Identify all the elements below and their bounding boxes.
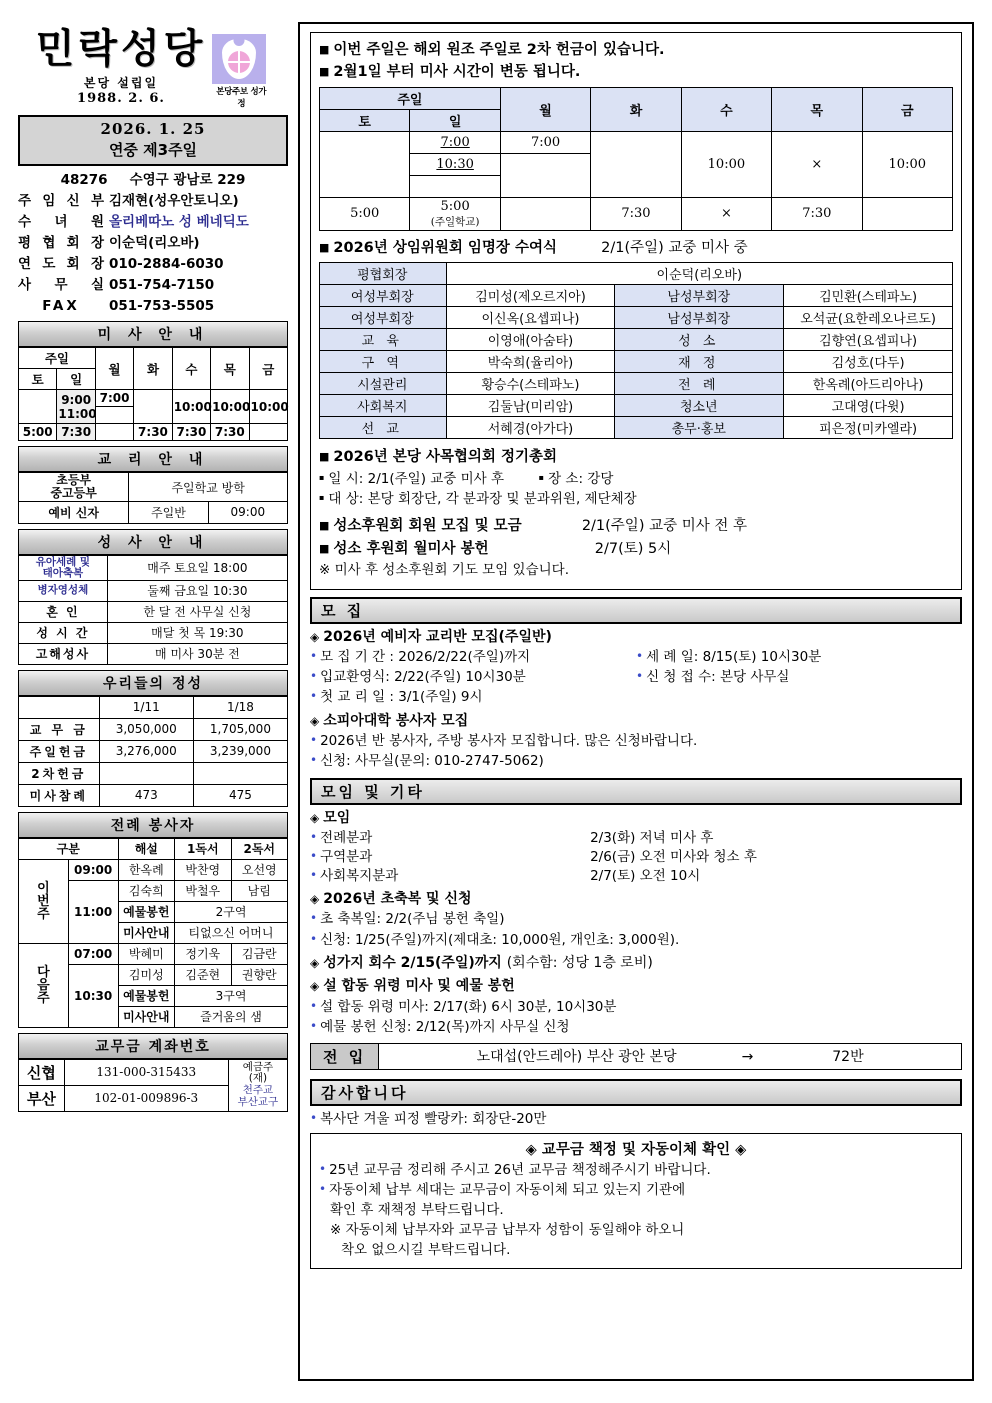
dot-icon: •: [319, 1162, 327, 1177]
accounts-table: [18, 1059, 288, 1112]
appt-val-5b: 김성호(다두): [784, 351, 953, 373]
street-address: 수영구 광남로 229: [129, 172, 246, 188]
account-owner: [228, 1059, 287, 1111]
square-bullet-icon: ■: [319, 450, 330, 464]
offering-v1-2: 3,276,000: [99, 740, 193, 762]
new-col-wed: 수: [681, 87, 771, 131]
recruit-item: • 신 청 접 수: 본당 사무실: [636, 669, 790, 686]
new-cell-thu-pm: 7:30: [772, 197, 862, 230]
new-col-sat: 토: [320, 109, 410, 131]
final-notice-title: ◈ 교무금 책정 및 자동이체 확인 ◈: [525, 1142, 747, 1159]
general-meeting-place: 장 소: 강당: [548, 470, 614, 487]
dot-icon: •: [310, 998, 318, 1013]
square-bullet-icon: ■: [319, 65, 330, 79]
servers-c2-6: 김준현: [175, 964, 231, 985]
date-box: [18, 115, 288, 166]
account-number-1: 131-000-315433: [64, 1059, 228, 1085]
dot-icon: •: [310, 868, 318, 883]
servers-c1-4: 미사안내: [118, 922, 174, 943]
logo-wrap: [212, 28, 270, 109]
appt-val-3b: 오석균(요한레오나르도): [784, 307, 953, 329]
bulletin-date: 2026. 1. 25: [100, 120, 206, 138]
servers-c3-5: 김금란: [231, 943, 287, 964]
appt-val-4b: 김향연(요셉피나): [784, 329, 953, 351]
liturgical-week: 연중 제3주일: [108, 141, 198, 159]
sacr-label-2: 병자영성체: [19, 580, 108, 601]
new-cell-tue-am: [591, 131, 681, 197]
diamond-bullet-icon: ◈: [310, 979, 320, 994]
servers-col-1: 해설: [118, 838, 174, 859]
offering-label-4: 미사참례: [19, 784, 100, 806]
appointment-table: [319, 262, 953, 439]
cell-thu-pm: 7:30: [211, 424, 249, 441]
doctrine-row-time-2: 09:00: [208, 501, 287, 523]
servers-c1-7: 예물봉헌: [118, 985, 174, 1006]
arrow-icon: →: [741, 1049, 754, 1066]
general-meeting-heading: ■ 2026년 본당 사목협의회 정기총회: [319, 449, 557, 466]
servers-c3-1: 오선영: [231, 859, 287, 880]
appt-val-6b: 한옥례(아드리아나): [784, 373, 953, 395]
sacr-value-3: 한 달 전 사무실 신청: [107, 601, 287, 622]
transfer-box: [310, 1043, 962, 1070]
servers-title: 전례 봉사자: [18, 812, 288, 838]
memorial-item: • 설 합동 위령 미사: 2/17(화) 6시 30분, 10시30분: [310, 998, 617, 1015]
appt-val-8b: 피은정(미카엘라): [784, 417, 953, 439]
new-cell-fri-pm: [862, 197, 952, 230]
servers-c2-8: 즐거움의 샘: [175, 1006, 288, 1027]
final-notice-line: 확인 후 재책정 부탁드립니다.: [330, 1202, 504, 1219]
final-notice-line: ※ 자동이체 납부자와 교무금 납부자 성함이 동일해야 하오니: [330, 1222, 685, 1239]
accounts-title: 교무금 계좌번호: [18, 1033, 288, 1059]
new-cell-sat-am: [320, 131, 410, 197]
appt-val-6a: 황승수(스테파노): [446, 373, 615, 395]
meetings-section-tag: 모임 및 기타: [310, 778, 962, 805]
cell-tue-am: [134, 390, 172, 424]
square-bullet-icon: ■: [319, 519, 330, 533]
meetings-heading-2: ◈ 2026년 초축복 및 신청: [310, 891, 472, 908]
offering-v2-3: [193, 762, 287, 784]
dot-icon: •: [319, 1182, 327, 1197]
left-column: [18, 22, 288, 1381]
offering-corner: [19, 696, 100, 718]
dot-icon: •: [310, 689, 318, 704]
church-name: 민락성당: [35, 25, 207, 72]
meetings-heading-1: ◈ 모임: [310, 810, 351, 827]
dot-icon: •: [310, 1111, 318, 1126]
doctrine-row-value-1: 주일학교 방학: [129, 473, 288, 501]
servers-c3-6: 권향란: [231, 964, 287, 985]
diamond-bullet-icon: ◈: [310, 892, 320, 907]
offering-v2-2: 3,239,000: [193, 740, 287, 762]
appt-val-7a: 김둘남(미리암): [446, 395, 615, 417]
contact-row: 수 녀 원 올리베따노 성 베네딕도: [18, 212, 288, 233]
account-bank-1: 신협: [19, 1059, 65, 1085]
offering-label-3: 2차헌금: [19, 762, 100, 784]
offering-date-1: 1/11: [99, 696, 193, 718]
square-bullet-icon: ■: [319, 541, 330, 555]
dot-icon: •: [310, 911, 318, 926]
doctrine-row-value-2: 주일반: [129, 501, 208, 523]
small-square-icon: ▪: [538, 472, 545, 482]
owner-line-1: 예금주: [242, 1060, 274, 1073]
appt-key-3a: 여성부회장: [320, 307, 447, 329]
appt-key-2b: 남성부회장: [615, 285, 784, 307]
appt-val-1: 이순덕(리오바): [446, 263, 952, 285]
servers-col-0: 구분: [19, 838, 119, 859]
sacraments-table: [18, 555, 288, 665]
appt-key-8b: 총무·홍보: [615, 417, 784, 439]
servers-c2-4: 티없으신 어머니: [175, 922, 288, 943]
col-tue: 화: [134, 348, 172, 390]
cell-fri-pm: [249, 424, 287, 441]
servers-time-2: 11:00: [68, 880, 118, 943]
new-col-sun: 일: [410, 109, 500, 131]
convent-name: 올리베따노 성 베네딕도: [109, 213, 249, 230]
diamond-bullet-icon: ◈: [310, 629, 320, 644]
announcement-line-1: ■ 이번 주일은 해외 원조 주일로 2차 헌금이 있습니다.: [319, 42, 665, 58]
cell-sat-pm: 5:00: [19, 424, 57, 441]
general-meeting-target: ▪ 대 상: 본당 회장단, 각 분과장 및 분과위원, 제단체장: [319, 491, 637, 508]
new-col-thu: 목: [772, 87, 862, 131]
new-cell-sun-am-2: 10:30: [410, 153, 500, 175]
appointment-heading: ■ 2026년 상임위원회 임명장 수여식 2/1(주일) 교중 미사 중: [319, 239, 748, 256]
contact-row: 주 임 신 부 김재현(성우안토니오): [18, 191, 288, 212]
recruit-item: • 세 례 일: 8/15(토) 10시30분: [636, 648, 822, 665]
thanks-item: • 복사단 겨울 피정 빨랑카: 회장단-20만: [310, 1111, 547, 1128]
founded-date: 1988. 2. 6.: [77, 91, 165, 106]
servers-c2-5: 정기욱: [175, 943, 231, 964]
appt-key-4b: 성 소: [615, 329, 784, 351]
memorial-item: • 예물 봉헌 신청: 2/12(목)까지 사무실 신청: [310, 1018, 570, 1035]
sacr-label-1: 유아세례 및 태아축복: [19, 555, 108, 580]
transfer-label: 전 입: [311, 1044, 379, 1069]
prayer-group-phone: 010-2884-6030: [109, 255, 224, 272]
servers-table: [18, 838, 288, 1028]
dot-icon: •: [310, 1018, 318, 1033]
offering-v2-4: 475: [193, 784, 287, 806]
vocation-note: ※ 미사 후 성소후원회 기도 모임 있습니다.: [319, 562, 570, 579]
new-cell-thu-am: ×: [772, 131, 862, 197]
new-cell-wed-pm: ×: [681, 197, 771, 230]
offering-label-2: 주일헌금: [19, 740, 100, 762]
new-cell-mon-pm: [500, 197, 590, 230]
offering-label-1: 교 무 금: [19, 718, 100, 740]
vocation-recruit-when: 2/1(주일) 교중 미사 전 후: [581, 518, 747, 535]
servers-c1-1: 한옥례: [118, 859, 174, 880]
appt-key-3b: 남성부회장: [615, 307, 784, 329]
meeting-value: 2/6(금) 오전 미사와 청소 후: [590, 848, 757, 865]
meeting-label: 전례분과: [320, 829, 373, 846]
servers-c3-2: 남림: [231, 880, 287, 901]
square-bullet-icon: ■: [319, 240, 330, 254]
contact-row: 평 협 회 장 이순덕(리오바): [18, 233, 288, 254]
vocation-monthly-line: ■ 성소 후원회 월미사 봉헌 2/7(토) 5시: [319, 540, 672, 557]
appt-val-4a: 이영애(아숨타): [446, 329, 615, 351]
new-cell-fri-am: 10:00: [862, 131, 952, 197]
contact-block: [18, 170, 288, 316]
new-cell-mon-am-pad: [500, 153, 590, 197]
pastor-name: 김재현(성우안토니오): [109, 192, 239, 209]
servers-c2-2: 박철우: [175, 880, 231, 901]
recruit-heading-2: ◈ 소피아대학 봉사자 모집: [310, 712, 469, 729]
new-sun-pm-time: 5:00: [440, 198, 470, 214]
doctrine-table: [18, 472, 288, 523]
new-cell-sat-pm: 5:00: [320, 197, 410, 230]
new-sunday-group: 주일: [320, 87, 501, 109]
recruit-section-tag: 모 집: [310, 597, 962, 624]
vocation-recruit-line: ■ 성소후원회 회원 모집 및 모금 2/1(주일) 교중 미사 전 후: [319, 518, 747, 535]
sun-am-2: 11:00: [58, 406, 97, 421]
col-fri: 금: [249, 348, 287, 390]
appt-val-2b: 김민환(스테파노): [784, 285, 953, 307]
new-cell-sun-pm: [410, 197, 500, 230]
col-wed: 수: [172, 348, 210, 390]
dot-icon: •: [636, 669, 644, 684]
servers-col-2: 1독서: [175, 838, 231, 859]
right-column: [298, 22, 974, 1381]
new-col-fri: 금: [862, 87, 952, 131]
servers-c1-2: 김숙희: [118, 880, 174, 901]
recruit-item: • 2026년 반 봉사자, 주방 봉사자 모집합니다. 많은 신청바랍니다.: [310, 732, 698, 749]
appointment-when: 2/1(주일) 교중 미사 중: [601, 239, 748, 256]
cell-mon-am: 7:00: [95, 390, 133, 407]
recruit-heading-1: ◈ 2026년 예비자 교리반 모집(주일반): [310, 628, 552, 645]
servers-c1-6: 김미성: [118, 964, 174, 985]
dot-icon: •: [310, 648, 318, 663]
dot-icon: •: [310, 669, 318, 684]
dot-icon: •: [310, 848, 318, 863]
owner-line-4: 부산교구: [237, 1095, 279, 1108]
cell-sun-pm: 7:30: [57, 424, 95, 441]
mass-guide-table: [18, 347, 288, 441]
servers-time-1: 09:00: [68, 859, 118, 880]
zip-code: 48276: [60, 172, 108, 188]
offering-v1-4: 473: [99, 784, 193, 806]
meeting-value: 2/3(화) 저녁 미사 후: [590, 829, 714, 846]
final-notice-line: • 자동이체 납부 세대는 교무금이 자동이체 되고 있는지 기관에: [319, 1182, 686, 1199]
appt-key-1: 평협회장: [320, 263, 447, 285]
sacr-label-3: 혼 인: [19, 601, 108, 622]
servers-c1-3: 예물봉헌: [118, 901, 174, 922]
office-phone: 051-754-7150: [109, 276, 215, 293]
mass-guide-title: 미 사 안 내: [18, 321, 288, 347]
recruit-item: • 신청: 사무실(문의: 010-2747-5062): [310, 753, 544, 770]
owner-line-3: 천주교: [242, 1084, 274, 1097]
cell-wed-pm: 7:30: [172, 424, 210, 441]
offering-v2-1: 1,705,000: [193, 718, 287, 740]
appt-val-7b: 고대영(다윗): [784, 395, 953, 417]
new-col-mon: 월: [500, 87, 590, 131]
dot-icon: •: [310, 829, 318, 844]
final-notice-line: • 25년 교무금 정리해 주시고 26년 교무금 책정해주시기 바랍니다.: [319, 1162, 711, 1179]
account-number-2: 102-01-009896-3: [64, 1085, 228, 1111]
meeting-label: 구역분과: [320, 848, 373, 865]
col-thu: 목: [211, 348, 249, 390]
meeting-label: 사회복지분과: [320, 868, 399, 885]
appt-key-6a: 시설관리: [320, 373, 447, 395]
col-sun: 일: [57, 369, 95, 390]
final-notice-line: 착오 없으시길 부탁드립니다.: [341, 1242, 511, 1259]
doctrine-title: 교 리 안 내: [18, 446, 288, 472]
cell-wed-am: 10:00: [172, 390, 210, 424]
new-cell-sun-pad: [410, 175, 500, 197]
diamond-bullet-icon: ◈: [310, 713, 320, 728]
servers-week-label-2: 다 음 주: [19, 943, 69, 1027]
memorial-heading: ◈ 설 합동 위령 미사 및 예물 봉헌: [310, 978, 515, 995]
cell-mon-am-pad: [95, 407, 133, 424]
sacraments-title: 성 사 안 내: [18, 529, 288, 555]
new-cell-mon-am: 7:00: [500, 131, 590, 153]
offering-date-2: 1/18: [193, 696, 287, 718]
account-bank-2: 부산: [19, 1085, 65, 1111]
recruit-group-1-items: [310, 647, 962, 708]
council-president: 이순덕(리오바): [109, 234, 200, 251]
appt-val-2a: 김미성(제오르지아): [446, 285, 615, 307]
recruit-item: • 입교환영식: 2/22(주일) 10시30분: [310, 669, 526, 686]
masthead: [18, 22, 288, 109]
cell-sun-am: [57, 390, 95, 424]
col-mon: 월: [95, 348, 133, 390]
appt-key-7b: 청소년: [615, 395, 784, 417]
candle-item: • 초 축복일: 2/2(주님 봉헌 축일): [310, 911, 505, 928]
candle-item: • 신청: 1/25(주일)까지(제대초: 10,000원, 개인초: 3,000원).: [310, 931, 680, 948]
dot-icon: •: [636, 648, 644, 663]
sacr-label-5: 고해성사: [19, 643, 108, 664]
meeting-row: [310, 829, 962, 848]
offering-title: 우리들의 정성: [18, 670, 288, 696]
cell-tue-pm: 7:30: [134, 424, 172, 441]
announcement-line-2: ■ 2월1일 부터 미사 시간이 변동 됩니다.: [319, 64, 581, 81]
sacr-label-4: 성 시 간: [19, 622, 108, 643]
contact-row: FAX 051-753-5505: [18, 296, 288, 317]
new-cell-wed-am: 10:00: [681, 131, 771, 197]
servers-week-label-1: 이 번 주: [19, 859, 69, 943]
new-sun-pm-note: (주일학교): [430, 215, 480, 228]
doctrine-row-label-2: 예비 신자: [19, 501, 129, 523]
servers-col-3: 2독서: [231, 838, 287, 859]
offering-v1-3: [99, 762, 193, 784]
hymnal-recall-sub: (회수함: 성당 1층 로비): [506, 954, 653, 971]
dot-icon: •: [310, 753, 318, 768]
sacr-value-5: 매 미사 30분 전: [107, 643, 287, 664]
meeting-value: 2/7(토) 오전 10시: [590, 868, 701, 885]
sacr-value-1: 매주 토요일 18:00: [107, 555, 287, 580]
announcements-box: [310, 32, 962, 590]
appt-key-4a: 교 육: [320, 329, 447, 351]
servers-time-3: 07:00: [68, 943, 118, 964]
servers-c2-1: 박찬영: [175, 859, 231, 880]
servers-c1-8: 미사안내: [118, 1006, 174, 1027]
servers-time-4: 10:30: [68, 964, 118, 1027]
col-sat: 토: [19, 369, 57, 390]
cell-mon-pm: [95, 424, 133, 441]
appt-val-3a: 이신옥(요셉피나): [446, 307, 615, 329]
logo-caption: 본당주보 성가정: [216, 87, 267, 109]
offering-v1-1: 3,050,000: [99, 718, 193, 740]
servers-c1-5: 박혜미: [118, 943, 174, 964]
cell-sat-am: [19, 390, 57, 424]
new-cell-sun-am-1: 7:00: [410, 131, 500, 153]
appt-key-7a: 사회복지: [320, 395, 447, 417]
doctrine-row-label-1: 초등부 중고등부: [19, 473, 129, 501]
sacr-value-2: 둘째 금요일 10:30: [107, 580, 287, 601]
thanks-section-tag: 감사합니다: [310, 1079, 962, 1106]
appt-val-8a: 서혜경(아가다): [446, 417, 615, 439]
appt-key-5b: 재 정: [615, 351, 784, 373]
recruit-item: • 모 집 기 간 : 2026/2/22(주일)까지: [310, 648, 531, 665]
contact-row: 연 도 회 장 010-2884-6030: [18, 254, 288, 275]
sun-am-1: 9:00: [61, 392, 92, 407]
general-meeting-when-place: ▪ 일 시: 2/1(주일) 교중 미사 후 ▪ 장 소: 강당: [319, 470, 614, 487]
diamond-bullet-icon: ◈: [310, 811, 320, 826]
church-logo-icon: [212, 34, 266, 84]
new-mass-schedule-table: [319, 87, 953, 231]
diamond-bullet-icon: ◈: [310, 955, 320, 970]
square-bullet-icon: ■: [319, 43, 330, 56]
servers-c2-3: 2구역: [175, 901, 288, 922]
new-cell-tue-pm: 7:30: [591, 197, 681, 230]
masthead-text: [35, 25, 207, 106]
dot-icon: •: [310, 931, 318, 946]
owner-line-2: (재): [248, 1072, 268, 1085]
offering-table: [18, 696, 288, 807]
recruit-item: • 첫 교 리 일 : 3/1(주일) 9시: [310, 689, 483, 706]
small-square-icon: ▪: [319, 472, 325, 482]
contact-row: 사 무 실 051-754-7150: [18, 275, 288, 296]
appt-val-5a: 박숙희(율리아): [446, 351, 615, 373]
new-col-tue: 화: [591, 87, 681, 131]
address-row: [18, 170, 288, 191]
meeting-row: [310, 848, 962, 867]
servers-c2-7: 3구역: [175, 985, 288, 1006]
appt-key-6b: 전 례: [615, 373, 784, 395]
sunday-group-header: 주일: [19, 348, 96, 369]
small-square-icon: ▪: [319, 493, 325, 503]
vocation-monthly-when: 2/7(토) 5시: [594, 540, 672, 557]
fax-number: 051-753-5505: [109, 297, 215, 314]
final-notice-box: [310, 1133, 962, 1269]
founded-label: 본당 설립일: [83, 76, 159, 90]
transfer-name: 노대섭(안드레아) 부산 광안 본당: [476, 1049, 677, 1066]
appt-key-5a: 구 역: [320, 351, 447, 373]
meeting-row: [310, 867, 962, 886]
appt-key-2a: 여성부회장: [320, 285, 447, 307]
sacr-value-4: 매달 첫 목 19:30: [107, 622, 287, 643]
cell-fri-am: 10:00: [249, 390, 287, 424]
cell-thu-am: 10:00: [211, 390, 249, 424]
transfer-body: [379, 1044, 961, 1069]
dot-icon: •: [310, 732, 318, 747]
hymnal-recall-line: ◈ 성가지 회수 2/15(주일)까지 (회수함: 성당 1층 로비): [310, 954, 653, 971]
appt-key-8a: 선 교: [320, 417, 447, 439]
transfer-group: 72반: [832, 1049, 864, 1066]
